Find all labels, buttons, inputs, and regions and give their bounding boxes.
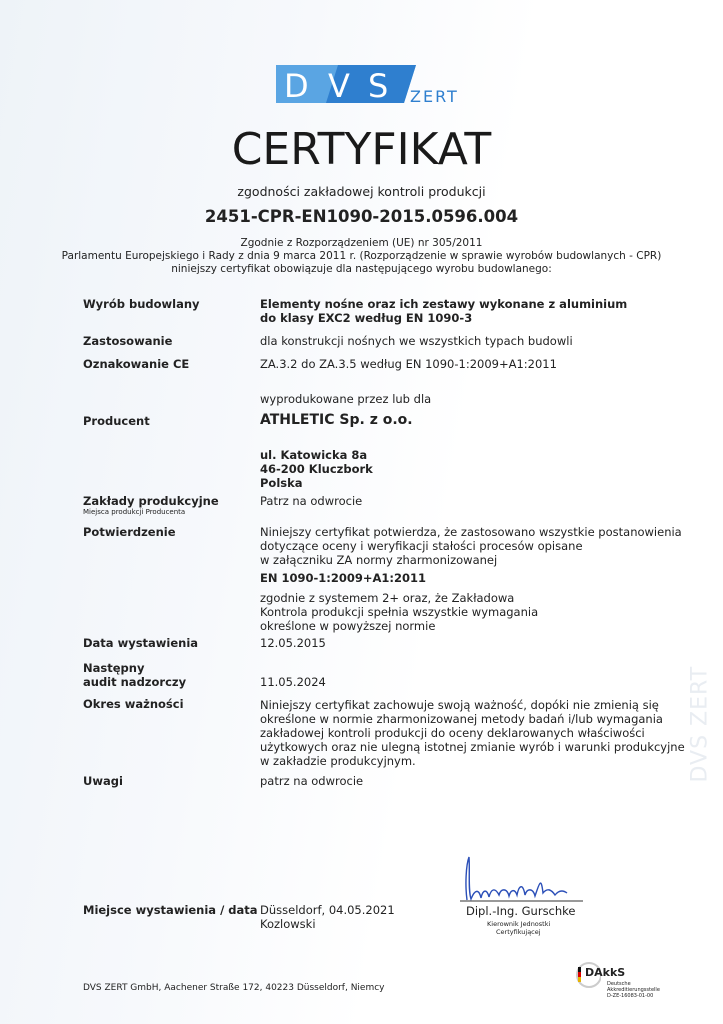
issue-date-value: 12.05.2015 — [260, 636, 326, 650]
next-audit-label: Następny — [83, 661, 145, 675]
validity-text: określone w normie zharmonizowanej metody badań i/lub wymagania — [260, 712, 663, 726]
place-date-value: Düsseldorf, 04.05.2021 — [260, 903, 395, 917]
signatory-name: Dipl.-Ing. Gurschke — [466, 904, 576, 918]
application-label: Zastosowanie — [83, 334, 173, 348]
producer-address: ul. Katowicka 8a — [260, 448, 368, 462]
producer-label: Producent — [83, 414, 150, 428]
svg-text:V: V — [328, 67, 350, 105]
remarks-value: patrz na odwrocie — [260, 774, 364, 788]
producer-name: ATHLETIC Sp. z o.o. — [260, 412, 413, 428]
dakks-line: Deutsche — [607, 981, 631, 987]
dakks-name: DAkkS — [585, 966, 626, 979]
plants-label — [83, 494, 219, 516]
product-value: Elementy nośne oraz ich zestawy wykonane z aluminium — [260, 297, 628, 311]
logo-zert: ZERT — [410, 87, 459, 106]
plants-sublabel: Miejsca produkcji Producenta — [83, 508, 186, 516]
intro-line: Zgodnie z Rozporządzeniem (UE) nr 305/2011 — [240, 237, 483, 249]
signature-image — [455, 855, 585, 905]
producer-address: 46-200 Kluczbork — [260, 462, 373, 476]
dakks-logo — [575, 960, 675, 1000]
svg-text:S: S — [368, 67, 389, 105]
dvs-zert-logo — [276, 63, 466, 107]
next-audit-label: audit nadzorczy — [83, 675, 187, 689]
confirmation-text: Niniejszy certyfikat potwierdza, że zastosowano wszystkie postanowienia — [260, 525, 682, 539]
made-by-text: wyprodukowane przez lub dla — [260, 392, 432, 406]
confirmation-text2: Kontrola produkcji spełnia wszystkie wymagania — [260, 605, 539, 619]
dakks-line: Akkreditierungsstelle — [607, 987, 660, 993]
product-value: do klasy EXC2 według EN 1090-3 — [260, 311, 473, 325]
validity-text: w zakładzie produkcyjnym. — [260, 754, 416, 768]
signatory-role: Kierownik Jednostki — [487, 920, 551, 928]
issue-date-label: Data wystawienia — [83, 636, 199, 650]
certificate-subtitle: zgodności zakładowej kontroli produkcji — [237, 184, 486, 199]
product-label: Wyrób budowlany — [83, 297, 200, 311]
plants-label-text: Zakłady produkcyjne — [83, 494, 219, 508]
signatory-role: Certyfikującej — [496, 928, 541, 936]
application-value: dla konstrukcji nośnych we wszystkich typach budowli — [260, 334, 573, 348]
intro-line: niniejszy certyfikat obowiązuje dla następującego wyrobu budowlanego: — [171, 263, 552, 275]
confirmation-text2: określone w powyższej normie — [260, 619, 436, 633]
ce-label: Oznakowanie CE — [83, 357, 190, 371]
confirmation-text: w załączniku ZA normy zharmonizowanej — [260, 553, 498, 567]
svg-text:D: D — [284, 67, 309, 105]
confirmation-label: Potwierdzenie — [83, 525, 176, 539]
intro-line: Parlamentu Europejskiego i Rady z dnia 9 marca 2011 r. (Rozporządzenie w sprawie wyrobów budowlanych - CPR) — [61, 250, 662, 262]
plants-value: Patrz na odwrocie — [260, 494, 363, 508]
ce-value: ZA.3.2 do ZA.3.5 według EN 1090-1:2009+A1:2011 — [260, 357, 557, 371]
certificate-title: CERTYFIKAT — [231, 124, 492, 175]
certificate-number: 2451-CPR-EN1090-2015.0596.004 — [204, 207, 519, 226]
confirmation-text2: zgodnie z systemem 2+ oraz, że Zakładowa — [260, 591, 515, 605]
place-date-label: Miejsce wystawienia / data — [83, 903, 258, 917]
clerk-name: Kozlowski — [260, 917, 316, 931]
validity-label: Okres ważności — [83, 697, 184, 711]
confirmation-text: dotyczące oceny i weryfikacji stałości procesów opisane — [260, 539, 583, 553]
dakks-line: D-ZE-16083-01-00 — [607, 993, 654, 999]
validity-text: użytkowych oraz nie ulegną istotnej zmianie wyrób i warunki produkcyjne — [260, 740, 685, 754]
next-audit-value: 11.05.2024 — [260, 675, 326, 689]
confirmation-standard: EN 1090-1:2009+A1:2011 — [260, 571, 427, 585]
validity-text: zakładowej kontroli produkcji do oceny deklarowanych właściwości — [260, 726, 645, 740]
producer-address: Polska — [260, 476, 303, 490]
validity-text: Niniejszy certyfikat zachowuje swoją ważność, dopóki nie zmienią się — [260, 698, 659, 712]
watermark: DVS ZERT — [687, 665, 713, 783]
remarks-label: Uwagi — [83, 774, 123, 788]
footer-address: DVS ZERT GmbH, Aachener Straße 172, 40223 Düsseldorf, Niemcy — [83, 983, 385, 993]
